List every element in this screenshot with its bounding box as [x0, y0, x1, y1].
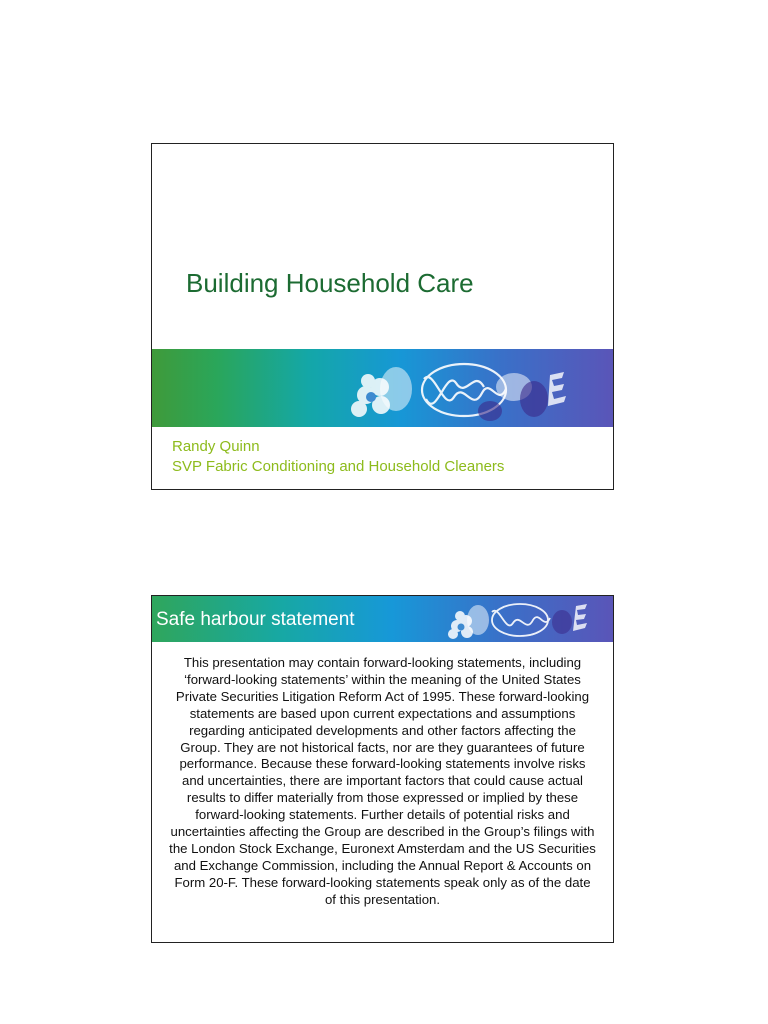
title-slide — [151, 143, 614, 490]
slide-title: Building Household Care — [186, 268, 474, 298]
slide-title: Safe harbour statement — [156, 609, 355, 630]
presenter-name: Randy Quinn — [172, 438, 260, 455]
decorative-banner — [152, 349, 613, 427]
safe-harbour-text: This presentation may contain forward-looking statements, including ‘forward-looking statements’ within the meaning of the United States Private Securities Litigation Reform Act of 1995. These forward-looking statements are based upon current expectations and assumptions regarding anticipated developments and other factors affecting the Group. They are not historical facts, nor are they guarantees of future performance. Because these forward-looking statements involve risks and uncertainties, there are important factors that could cause actual results to differ materially from those expressed or implied by these forward-looking statements. Further details of potential risks and uncertainties affecting the Group are described in the Group’s filings with the London Stock Exchange, Euronext Amsterdam and the US Securities and Exchange Commission, including the Annual Report & Accounts on Form 20-F. These forward-looking statements speak only as of the date of this presentation. — [169, 655, 596, 907]
presenter-role: SVP Fabric Conditioning and Household Cleaners — [172, 458, 505, 475]
safe-harbour-slide — [151, 595, 614, 943]
presenter-info — [172, 437, 504, 477]
decorative-motif-icon — [152, 349, 614, 427]
slide-header-banner — [152, 596, 613, 642]
